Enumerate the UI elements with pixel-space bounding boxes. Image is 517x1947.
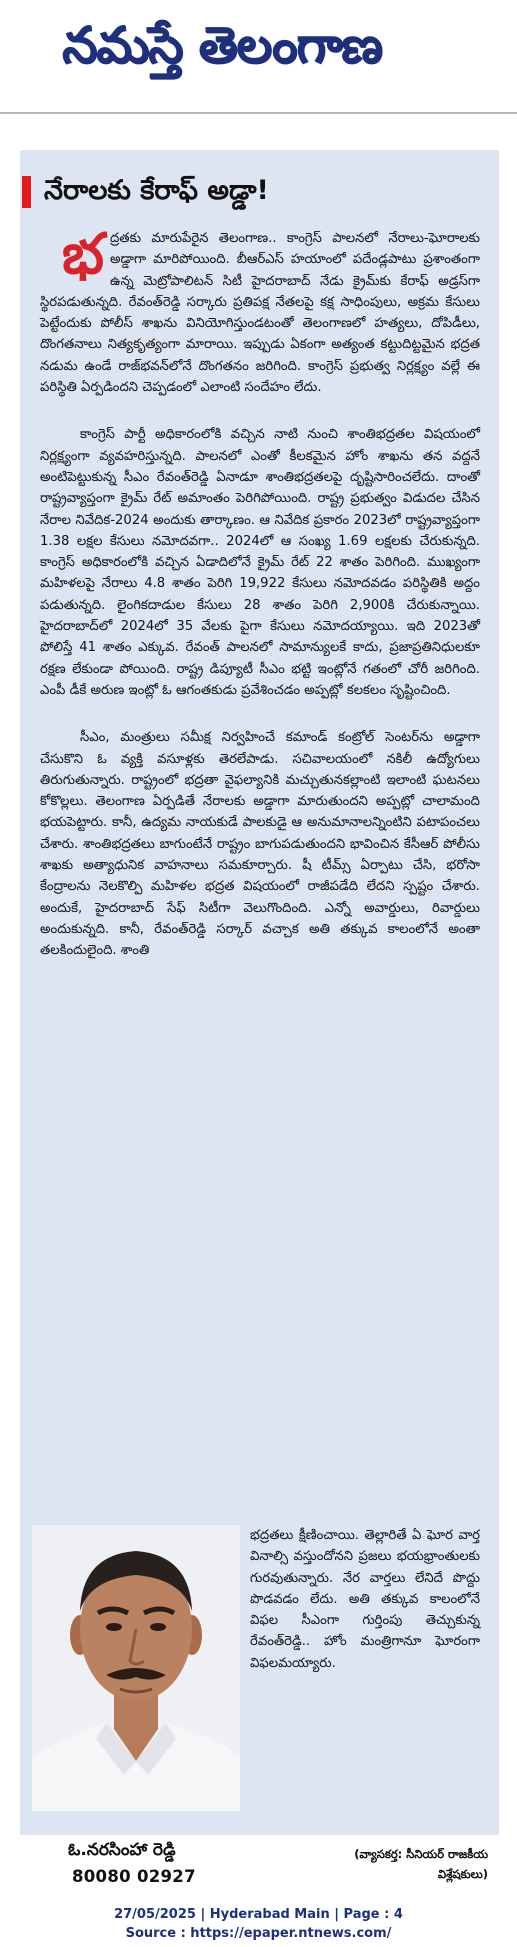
page-footer — [0, 1905, 517, 1943]
masthead — [0, 0, 517, 112]
article-paragraph: సీఎం, మంత్రులు సమీక్ష నిర్వహించే కమాండ్ కంట్రోల్ సెంటర్‌ను అడ్డాగా చేసుకొని ఓ వ్యక్తి వసూళ్లకు తెరలేపాడు. సచివాలయంలో నకిలీ ఉద్యోగులు తిరుగుతున్నారు. రాష్ట్రంలో భద్రతా వైఫల్యానికి మచ్చుతునకల్లాంటి ఇలాంటి ఘటనలు కోకొల్లలు. తెలంగాణ ఏర్పడితే నేరాలకు అడ్డాగా మారుతుందని అప్పట్లో చాలామంది భయపెట్టారు. కానీ, ఉద్యమ నాయకుడే పాలకుడై ఆ అనుమానాలన్నింటిని పటాపంచలు చేశారు. శాంతిభద్రతలు బాగుంటేనే రాష్ట్రం బాగుపడుతుందని భావించిన కేసీఆర్ పోలీసు శాఖకు అత్యాధునిక వాహనాలు సమకూర్చారు. షీ టీమ్స్ ఏర్పాటు చేసి, భరోసా కేంద్రాలను నెలకొల్పి మహిళల భద్రత విషయంలో రాజీపడేది లేదని స్పష్టం చేశారు. అందుకే, హైదరాబాద్ సేఫ్ సిటీగా వెలుగొందింది. ఎన్నో అవార్డులు, రివార్డులు అందుకున్నది. కానీ, రేవంత్‌రెడ్డి సర్కార్ వచ్చాక అతి తక్కువ కాలంలోనే అంతా తలకిందులైంది. శాంతి — [40, 730, 480, 959]
article-closing-block — [40, 1525, 480, 1811]
masthead-divider — [0, 112, 517, 114]
headline-accent-bar — [22, 176, 31, 208]
article-paragraph: భద్రతకు మారుపేరైన తెలంగాణ.. కాంగ్రెస్ పాలనలో నేరాలు-ఘోరాలకు అడ్డాగా మారిపోయింది. బీఆర్ఎస్ హయాంలో పదేండ్లపాటు ప్రశాంతంగా ఉన్న మెట్రోపాలిటన్ సిటీ హైదరాబాద్ నేడు క్రైమ్‌కు కేరాఫ్ అడ్రస్‌గా స్థిరపడుతున్నది. రేవంత్‌రెడ్డి సర్కారు ప్రతిపక్ష నేతలపై కక్ష సాధింపులు, అక్రమ కేసులు పెట్టేందుకు పోలీస్ శాఖను వినియోగిస్తుండటంతో తెలంగాణలో హత్యలు, దోపిడీలు, దొంగతనాలు నిత్యకృత్యంగా మారాయి. ఇప్పుడు ఏకంగా అత్యంత కట్టుదిట్టమైన భద్రత నడుమ ఉండే రాజ్‌భవన్‌లోనే దొంగతనం జరిగింది. కాంగ్రెస్ ప్రభుత్వ నిర్లక్ష్యం వల్లే ఈ పరిస్థితి ఏర్పడిందని చెప్పడంలో ఎలాంటి సందేహం లేదు. — [40, 222, 480, 396]
source-link[interactable]: Source : https://epaper.ntnews.com/ — [125, 1926, 392, 1941]
article-body — [40, 222, 480, 988]
author-name: ఓ.నరసింహా రెడ్డి — [68, 1840, 176, 1860]
author-designation: (వ్యాసకర్త: సీనియర్ రాజకీయ విశ్లేషకులు) — [354, 1847, 488, 1881]
article-paragraph: కాంగ్రెస్ పార్టీ అధికారంలోకి వచ్చిన నాటి నుంచి శాంతిభద్రతల విషయంలో నిర్లక్ష్యంగా వ్యవహరిస్తున్నది. పాలనలో ఎంతో కీలకమైన హోం శాఖను తన వద్దనే అంటిపెట్టుకున్న సీఎం రేవంత్‌రెడ్డి ఏనాడూ శాంతిభద్రతలపై దృష్టిసారించలేదు. దాంతో రాష్ట్రవ్యాప్తంగా క్రైమ్ రేట్ అమాంతం పెరిగిపోయింది. రాష్ట్ర ప్రభుత్వం విడుదల చేసిన నేరాల నివేదిక-2024 అందుకు తార్కాణం. ఆ నివేదిక ప్రకారం 2023లో రాష్ట్రవ్యాప్తంగా 1.38 లక్షల కేసులు నమోదవగా.. 2024లో ఆ సంఖ్య 1.69 లక్షలకు చేరుకున్నది. కాంగ్రెస్ అధికారంలోకి వచ్చిన ఏడాదిలోనే క్రైమ్ రేట్ 22 శాతం పెరిగింది. ముఖ్యంగా మహిళలపై నేరాలు 4.8 శాతం పెరిగి 19,922 కేసులు నమోదవడం పరిస్థితికి అద్దం పడుతున్నది. లైంగికదాడుల కేసులు 28 శాతం పెరిగి 2,900కి చేరుకున్నాయి. హైదరాబాద్‌లో 2024లో 35 వేలకు పైగా కేసులు నమోదయ్యాయి. ఇది 2023తో పోలిస్తే 41 శాతం ఎక్కువ. రేవంత్ పాలనలో సామాన్యులకే కాదు, ప్రజాప్రతినిధులకూ రక్షణ లేకుండా పోయింది. రాష్ట్ర డిప్యూటీ సీఎం భట్టి ఇంట్లోనే గతంలో చోరీ జరిగింది. ఎంపీ డీకే అరుణ ఇంట్లో ఓ ఆగంతకుడు ప్రవేశించడం అప్పట్లో కలకలం సృష్టించింది. — [40, 427, 480, 698]
article-closing-paragraph: భద్రతలు క్షీణించాయి. తెల్లారితే ఏ ఘోర వార్త వినాల్సి వస్తుందోనని ప్రజలు భయభ్రాంతులకు గురవుతున్నారు. నేర వార్తలు లేనిదే పొద్దు పొడవడం లేదు. అతి తక్కువ కాలంలోనే విఫల సీఎంగా గుర్తింపు తెచ్చుకున్న రేవంత్‌రెడ్డి.. హోం మంత్రిగానూ ఘోరంగా విఫలమయ్యారు. — [250, 1528, 480, 1671]
article-headline: నేరాలకు కేరాఫ్ అడ్డా! — [44, 175, 269, 206]
drop-cap: భ — [62, 222, 104, 287]
author-phone: 80080 02927 — [72, 1867, 196, 1886]
edition-info: 27/05/2025 | Hyderabad Main | Page : 4 — [114, 1907, 403, 1922]
author-portrait-icon — [32, 1525, 240, 1811]
newspaper-logo: నమస్తే తెలంగాణ — [62, 16, 382, 74]
author-photo — [32, 1525, 240, 1811]
